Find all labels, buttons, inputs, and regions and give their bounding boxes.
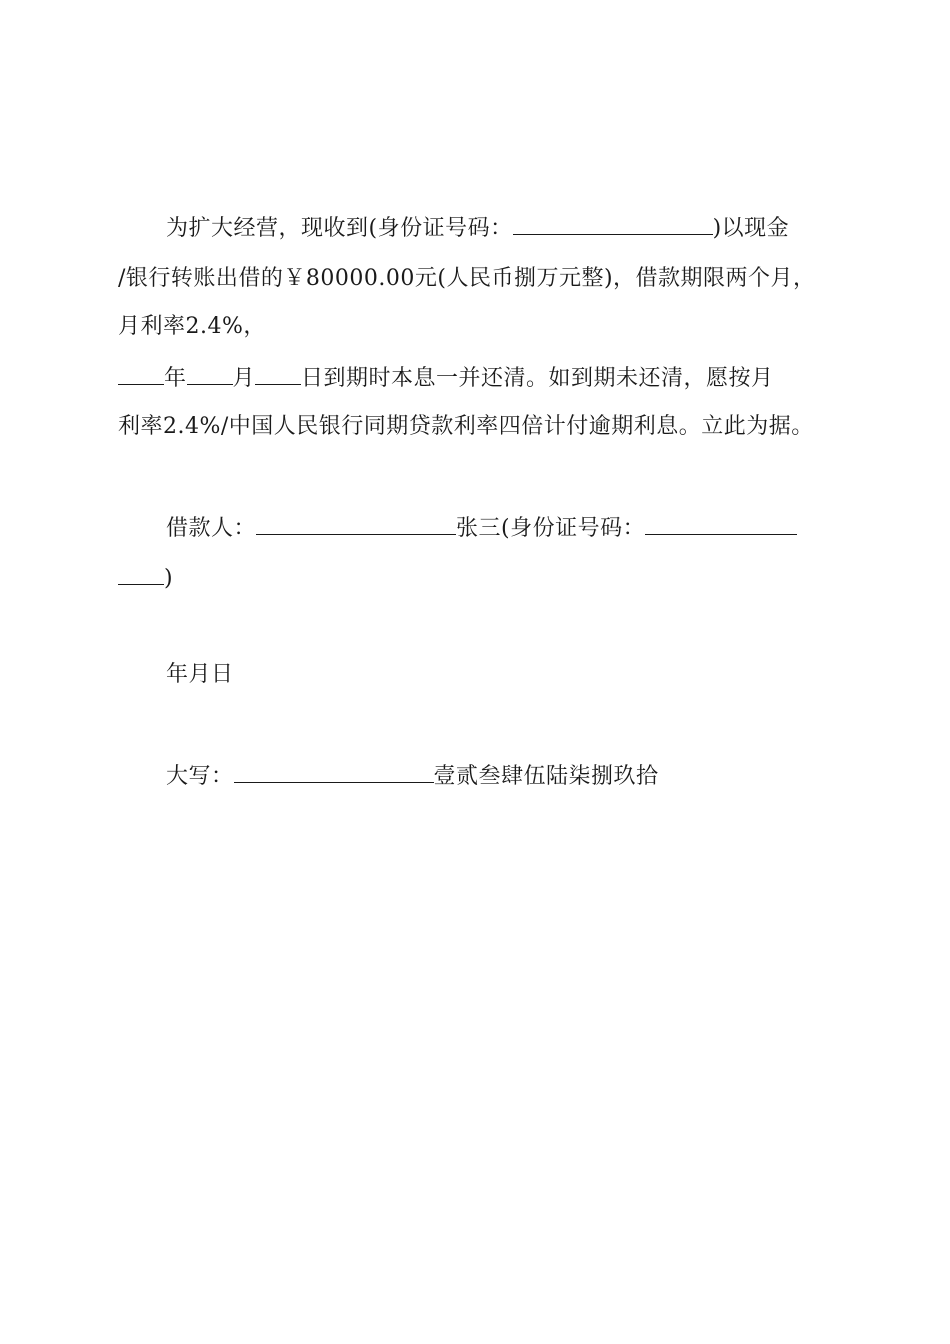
borrower-line2 (118, 564, 838, 592)
month-blank (187, 364, 233, 385)
paragraph1-line1-tail: )以现金 (712, 216, 790, 241)
paragraph1-line1-text: 为扩大经营，现收到(身份证号码： (166, 216, 513, 241)
day-blank (255, 364, 301, 385)
id-number-blank (513, 214, 713, 235)
paragraph2-line2: 利率2.4%/中国人民银行同期贷款利率四倍计付逾期利息。立此为据。 (118, 414, 814, 439)
paragraph1-line3: 月利率2.4%， (118, 314, 266, 339)
month-label: 月 (232, 366, 256, 391)
capital-line (166, 762, 886, 790)
day-text: 日到期时本息一并还清。如到期未还清，愿按月 (301, 366, 774, 391)
borrower-closing: ) (164, 566, 174, 591)
borrower-name: 张三(身份证号码： (456, 516, 646, 541)
borrower-label: 借款人： (166, 516, 257, 541)
borrower-id-blank (645, 514, 797, 535)
date-line: 年月日 (166, 662, 234, 687)
paragraph1-line1 (166, 214, 886, 242)
capital-numerals: 壹贰叁肆伍陆柒捌玖拾 (433, 764, 659, 789)
borrower-blank (256, 514, 456, 535)
borrower-line1 (166, 514, 886, 542)
borrower-id-blank-cont (118, 564, 164, 585)
paragraph2-line1 (118, 364, 838, 392)
year-blank (118, 364, 164, 385)
year-label: 年 (164, 366, 187, 391)
capital-label: 大写： (166, 764, 234, 789)
paragraph1-line2: /银行转账出借的￥80000.00元(人民币捌万元整)，借款期限两个月， (118, 266, 816, 291)
capital-blank (234, 762, 434, 783)
